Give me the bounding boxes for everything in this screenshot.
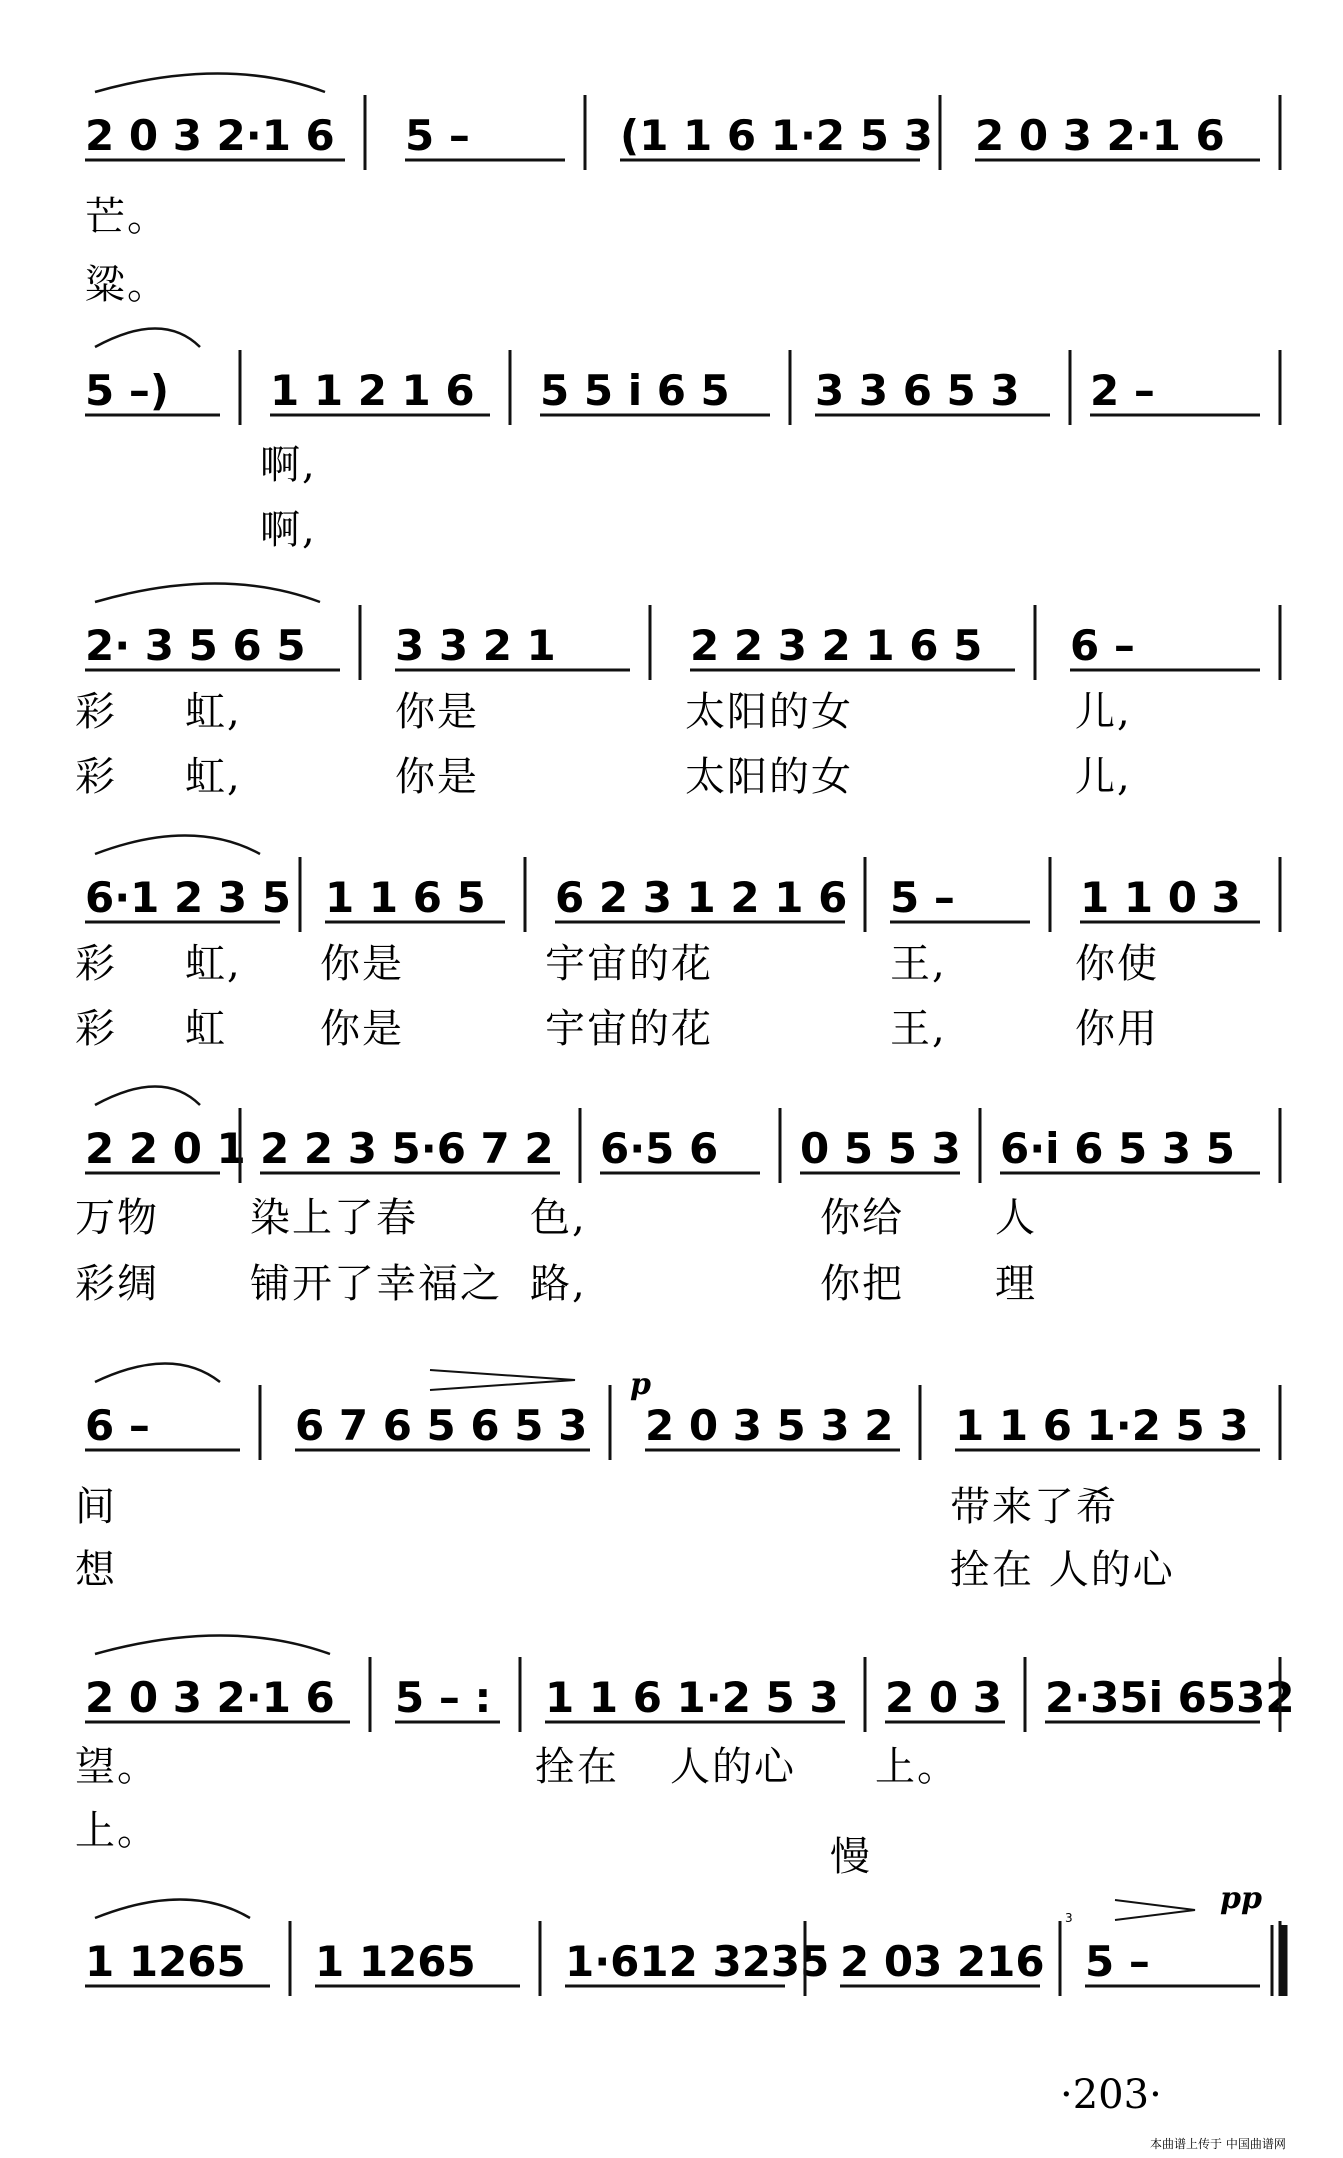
lyric-text: 宇宙的花 <box>545 1006 713 1052</box>
lyric-text: 你给 <box>820 1195 904 1241</box>
measure-notes: 6 7 6 5 6 5 3 <box>295 1401 588 1450</box>
lyric-text: 上。 <box>75 1808 159 1854</box>
lyric-text: 彩绸 <box>75 1261 159 1307</box>
lyric-text: 儿, <box>1075 689 1132 735</box>
lyric-text: 上。 <box>875 1744 959 1790</box>
measure-notes: 2 0 3 5 3 2 <box>645 1401 894 1450</box>
lyric-text: 拴在 <box>535 1744 619 1790</box>
lyric-text: 你把 <box>820 1261 904 1307</box>
measure-notes: 0 5 5 3 <box>800 1124 961 1173</box>
lyric-text: 人 <box>995 1195 1037 1241</box>
lyric-text: 拴在 人的心 <box>950 1547 1175 1593</box>
measure-notes: 1 1265 <box>85 1937 246 1986</box>
decrescendo-hairpin <box>430 1370 575 1390</box>
measure-notes: 2 0 3 2·1 6 <box>975 111 1225 160</box>
measure-notes: 2· 3 5 6 5 <box>85 621 306 670</box>
lyric-text: 你使 <box>1075 941 1159 987</box>
measure-notes: 1 1 6 5 <box>325 873 486 922</box>
slur <box>95 329 200 348</box>
measure-notes: 6·i 6 5 3 5 <box>1000 1124 1235 1173</box>
lyric-text: 王, <box>890 941 947 987</box>
lyric-text: 间 <box>75 1484 117 1530</box>
lyric-text: 色, <box>530 1195 587 1241</box>
lyric-text: 铺开了幸福之 <box>250 1261 502 1307</box>
measure-notes: 5 – <box>890 873 955 922</box>
slur <box>95 1364 220 1383</box>
slur <box>95 584 320 603</box>
lyric-text: 望。 <box>75 1744 159 1790</box>
measure-notes: 1 1265 <box>315 1937 476 1986</box>
lyric-text: 虹, <box>185 754 242 800</box>
slur <box>95 1636 330 1655</box>
measure-notes: 6·5 6 <box>600 1124 719 1173</box>
lyric-text: 太阳的女 <box>685 689 853 735</box>
measure-notes: 2 2 3 5·6 7 2 <box>260 1124 554 1173</box>
lyric-text: 带来了希 <box>950 1484 1118 1530</box>
lyric-text: 彩 <box>75 941 117 987</box>
slur <box>95 1900 250 1919</box>
lyric-text: 粱。 <box>85 262 169 308</box>
measure-notes: 5 –) <box>85 366 170 415</box>
measure-notes: 5 – <box>1085 1937 1150 1986</box>
lyric-text: 太阳的女 <box>685 754 853 800</box>
measure-notes: 2 03 216 <box>840 1937 1045 1986</box>
measure-notes: 6 – <box>1070 621 1135 670</box>
lyric-text: 想 <box>75 1547 117 1593</box>
measure-notes: 2 2 0 1 <box>85 1124 246 1173</box>
measure-notes: (1 1 6 1·2 5 3 <box>620 111 933 160</box>
page-number: ·203· <box>1060 2072 1162 2118</box>
lyric-text: 你用 <box>1075 1006 1159 1052</box>
measure-notes: 5 – : <box>395 1673 492 1722</box>
decrescendo-hairpin-end <box>1115 1900 1195 1920</box>
lyric-text: 你是 <box>395 754 479 800</box>
measure-notes: 1 1 6 1·2 5 3 <box>545 1673 839 1722</box>
measure-notes: 1 1 2 1 6 <box>270 366 475 415</box>
lyric-text: 染上了春 <box>250 1195 418 1241</box>
lyric-text: 啊, <box>260 507 317 553</box>
lyric-text: 彩 <box>75 1006 117 1052</box>
measure-notes: 6 – <box>85 1401 150 1450</box>
measure-notes: 2 2 3 2 1 6 5 <box>690 621 983 670</box>
lyric-text: 你是 <box>395 689 479 735</box>
measure-notes: 2 – <box>1090 366 1155 415</box>
lyric-text: 人的心 <box>670 1744 796 1790</box>
dynamic-p: p <box>630 1367 651 1402</box>
lyric-text: 路, <box>530 1261 587 1307</box>
footer-credit: 本曲谱上传于 中国曲谱网 <box>1150 2137 1286 2151</box>
lyric-text: 虹, <box>185 689 242 735</box>
measure-notes: 5 5 i 6 5 <box>540 366 730 415</box>
lyric-text: 王, <box>890 1006 947 1052</box>
measure-notes: 6 2 3 1 2 1 6 <box>555 873 848 922</box>
tempo-marking: 慢 <box>830 1834 872 1880</box>
measure-notes: 2·35i 6532 <box>1045 1673 1295 1722</box>
lyric-text: 彩 <box>75 754 117 800</box>
measure-notes: 2 0 3 2·1 6 <box>85 111 335 160</box>
lyric-text: 芒。 <box>85 194 169 240</box>
measure-notes: 1 1 6 1·2 5 3 <box>955 1401 1249 1450</box>
measure-notes: 3 3 6 5 3 <box>815 366 1020 415</box>
lyric-text: 儿, <box>1075 754 1132 800</box>
lyric-text: 虹 <box>185 1006 227 1052</box>
lyric-text: 宇宙的花 <box>545 941 713 987</box>
measure-notes: 2 0 3 <box>885 1673 1002 1722</box>
lyric-text: 彩 <box>75 689 117 735</box>
slur <box>95 836 260 855</box>
measure-notes: 5 – <box>405 111 470 160</box>
dynamic-pp: pp <box>1220 1881 1262 1916</box>
tuplet-number: 3 <box>1065 1911 1073 1925</box>
lyric-text: 虹, <box>185 941 242 987</box>
slur <box>95 1087 200 1106</box>
measure-notes: 6·1 2 3 5 <box>85 873 291 922</box>
lyric-text: 理 <box>995 1261 1037 1307</box>
measure-notes: 3 3 2 1 <box>395 621 556 670</box>
measure-notes: 1 1 0 3 <box>1080 873 1241 922</box>
lyric-text: 你是 <box>320 941 404 987</box>
slur <box>95 74 325 93</box>
lyric-text: 你是 <box>320 1006 404 1052</box>
lyric-text: 啊, <box>260 442 317 488</box>
lyric-text: 万物 <box>75 1195 159 1241</box>
measure-notes: 2 0 3 2·1 6 <box>85 1673 335 1722</box>
measure-notes: 1·612 3235 <box>565 1937 830 1986</box>
